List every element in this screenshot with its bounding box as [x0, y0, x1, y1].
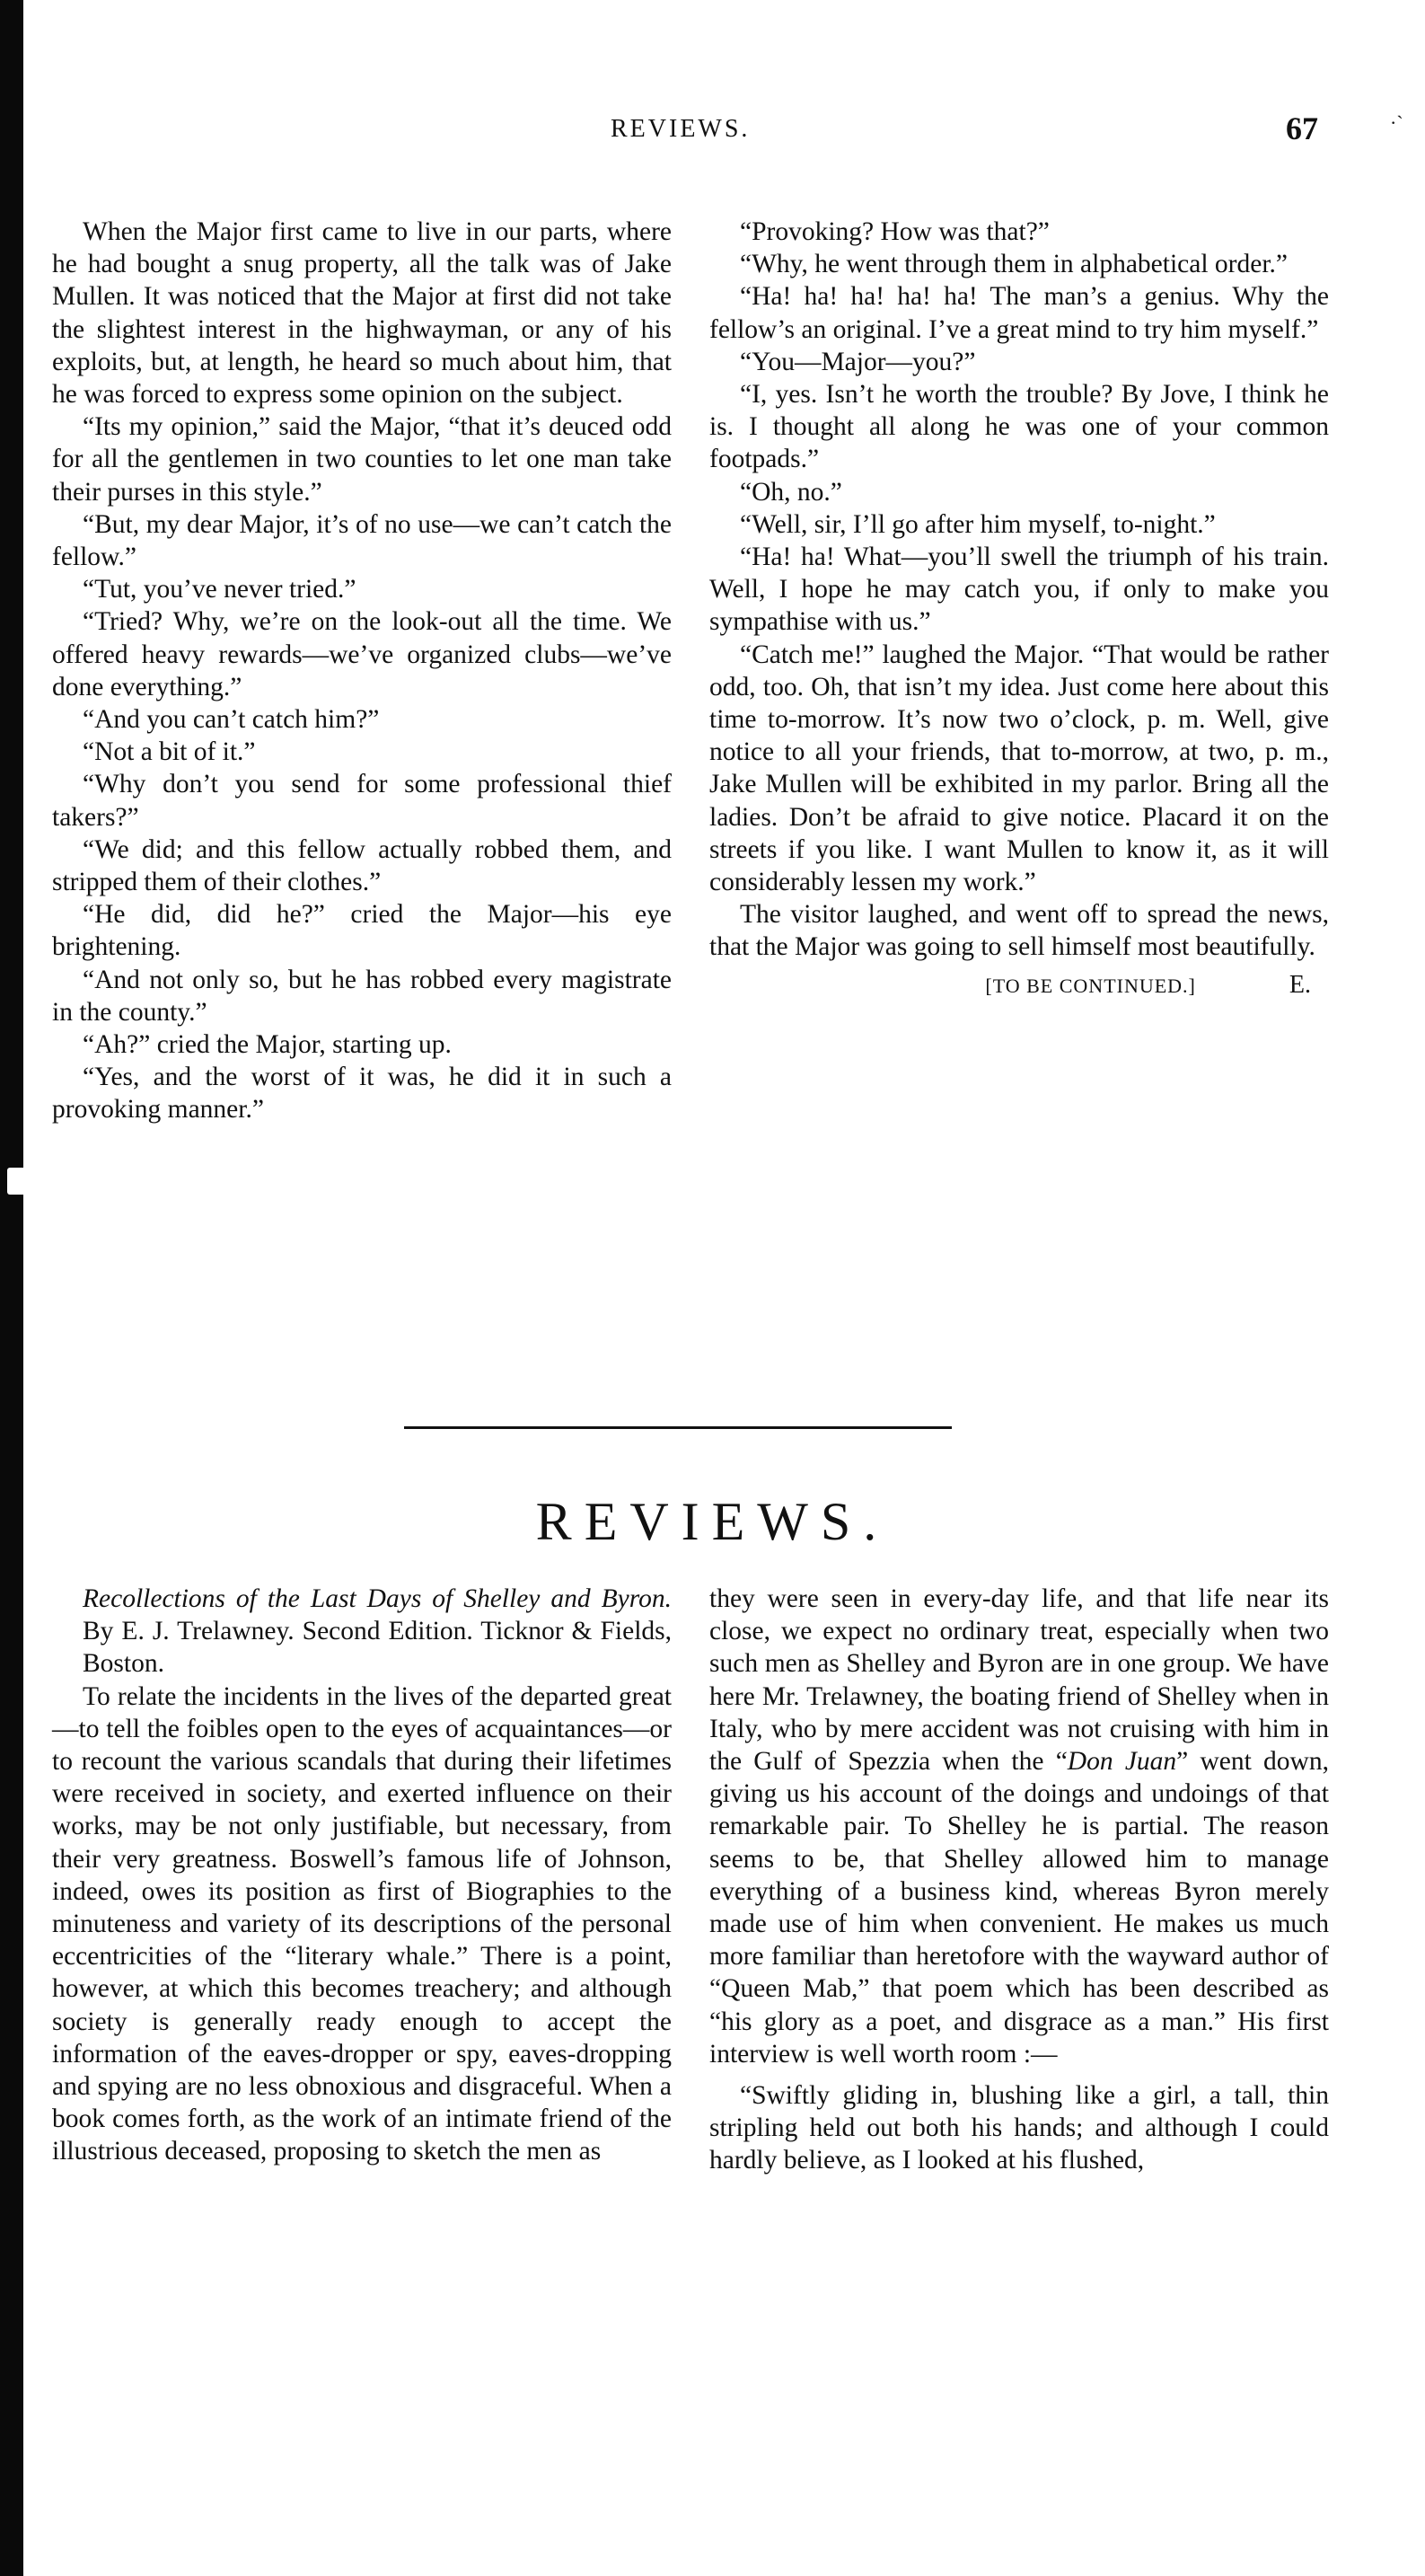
continued-line	[709, 969, 1329, 1002]
story-paragraph: When the Major first came to live in our parts, where he had bought a snug property, all the talk was of Jake Mullen. It was noticed that the Major at first did not take the slightest interest in the highwayman, or any of his exploits, but, at length, he heard so much about him, that he was forced to express some opinion on the subject.	[52, 217, 672, 410]
story-paragraph: “And not only so, but he has robbed every magistrate in the county.”	[52, 965, 672, 1027]
story-paragraph: “Why don’t you send for some professional thief takers?”	[52, 770, 672, 832]
ship-name: Don Juan	[1067, 1747, 1177, 1777]
story-paragraph: “You—Major—you?”	[740, 347, 976, 376]
story-paragraph: “We did; and this fellow actually robbed them, and stripped them of their clothes.”	[52, 834, 672, 897]
binding-edge	[0, 0, 23, 2576]
story-column-left	[52, 216, 672, 1126]
running-head: REVIEWS.	[611, 115, 751, 143]
to-be-continued: [TO BE CONTINUED.]	[985, 974, 1196, 997]
story-paragraph: “Well, sir, I’ll go after him myself, to-night.”	[740, 509, 1216, 539]
section-title: REVIEWS.	[535, 1492, 890, 1551]
page-number: 67	[1286, 110, 1318, 146]
story-paragraph: “Ah?” cried the Major, starting up.	[83, 1030, 452, 1060]
story-paragraph: “Oh, no.”	[740, 477, 842, 507]
author-signature: E.	[1289, 970, 1311, 999]
story-paragraph: “Its my opinion,” said the Major, “that it’s deuced odd for all the gentlemen in two counties to let one man take their purses in this style.”	[52, 412, 672, 507]
story-paragraph: “Provoking? How was that?”	[740, 217, 1050, 246]
story-paragraph: “Tried? Why, we’re on the look-out all the time. We offered heavy rewards—we’ve organized clubs—we’ve done everything.”	[52, 607, 672, 701]
review-text-part: ” went down, giving us his account of the doings and undoings of that remarkable pair. To Shelley he is partial. The reason seems to be, that Shelley allowed him to manage everything of a business kind, whereas Byron merely made use of him when convenient. He makes us much more familiar than heretofore with the wayward author of “Queen Mab,” that poem which has been described as “his glory as a poet, and disgrace as a man.” His first interview is well worth room :—	[709, 1747, 1329, 2069]
story-paragraph: “And you can’t catch him?”	[83, 705, 380, 735]
story-paragraph: “Why, he went through them in alphabetical order.”	[740, 250, 1288, 279]
story-paragraph: The visitor laughed, and went off to spread the news, that the Major was going to sell himself most beautifully.	[709, 900, 1329, 962]
binding-tab-mark	[7, 1168, 27, 1195]
story-paragraph: “Ha! ha! ha! ha! ha! The man’s a genius. Why the fellow’s an original. I’ve a great mind to try him myself.”	[709, 282, 1329, 344]
review-paragraph: To relate the incidents in the lives of the departed great—to tell the foibles open to the eyes of acquaintances—or to recount the various scandals that during their lifetimes were received in society, and exerted influence on their works, may be not only justifiable, but necessary, from their very greatness. Boswell’s famous life of Johnson, indeed, owes its position as first of Biographies to the minuteness and variety of its descriptions of the personal eccentricities of the “literary whale.” There is a point, however, at which this becomes treachery; and although society is generally ready enough to accept the information of the eaves-dropper or spy, eaves-dropping and spying are no less obnoxious and disgraceful. When a book comes forth, as the work of an intimate friend of the illustrious deceased, proposing to sketch the men as	[52, 1681, 672, 2166]
story-paragraph: “He did, did he?” cried the Major—his eye brightening.	[52, 900, 672, 962]
book-citation	[52, 1583, 672, 1681]
story-paragraph: “But, my dear Major, it’s of no use—we can’t catch the fellow.”	[52, 509, 672, 572]
block-quote: “Swiftly gliding in, blushing like a girl, a tall, thin stripling held out both his hands; and although I could hardly believe, as I looked at his flushed,	[709, 2081, 1329, 2175]
story-paragraph: “Ha! ha! What—you’ll swell the triumph of his train. Well, I hope he may catch you, if only to make you sympathise with us.”	[709, 543, 1329, 637]
story-right-paragraphs	[709, 216, 1329, 964]
review-paragraph-continued	[709, 1583, 1329, 2070]
story-paragraph: “Tut, you’ve never tried.”	[83, 575, 356, 604]
story-paragraph: “I, yes. Isn’t he worth the trouble? By Jove, I think he is. I thought all along he was one of your common footpads.”	[709, 380, 1329, 474]
story-column-right	[709, 216, 1329, 1002]
section-divider	[404, 1426, 952, 1429]
story-paragraph: “Catch me!” laughed the Major. “That would be rather odd, too. Oh, that isn’t my idea. Just come here about this time to-morrow. It’s now two o’clock, p. m. Well, give notice to all your friends, that to-morrow, at two, p. m., Jake Mullen will be exhibited in my parlor. Bring all the ladies. Don’t be afraid to give notice. Placard it on the streets if you like. I want Mullen to know it, as it will considerably lessen my work.”	[709, 640, 1329, 897]
citation-details: By E. J. Trelawney. Second Edition. Ticknor & Fields, Boston.	[83, 1617, 672, 1679]
stray-mark: ·`	[1390, 111, 1403, 134]
book-title: Recollections of the Last Days of Shelley and Byron.	[83, 1584, 672, 1613]
story-paragraph: “Yes, and the worst of it was, he did it in such a provoking manner.”	[52, 1063, 672, 1125]
story-paragraph: “Not a bit of it.”	[83, 737, 256, 767]
review-column-right	[709, 1583, 1329, 2177]
review-text-part: they were seen in every-day life, and that life near its close, we expect no ordinary treat, especially when two such men as Shelley and Byron are in one group. We have here Mr. Trelawney, the boating friend of Shelley when in Italy, who by mere accident was not cruising with him in the Gulf of Spezzia when the “	[709, 1584, 1329, 1777]
review-column-left	[52, 1583, 672, 2168]
